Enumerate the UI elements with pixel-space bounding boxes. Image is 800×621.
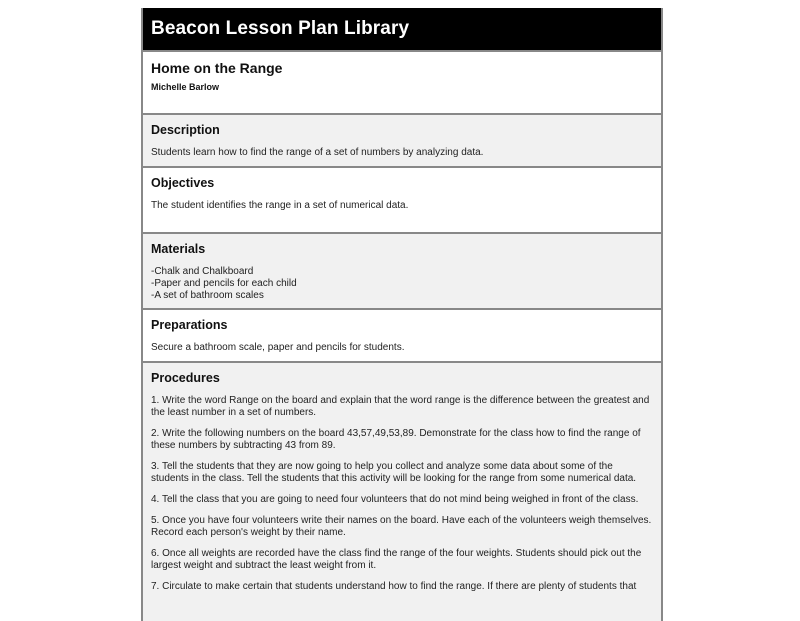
procedure-step: 2. Write the following numbers on the board 43,57,49,53,89. Demonstrate for the class how to find the range of these numbers by subtracting 43 from 89. (151, 428, 641, 451)
site-header (143, 8, 661, 50)
procedure-step: 7. Circulate to make certain that students understand how to find the range. If there are plenty of students that (151, 581, 637, 592)
procedure-step: 6. Once all weights are recorded have the class find the range of the four weights. Students should pick out the largest weight and subtract the least weight from it. (151, 548, 642, 571)
material-item: -Chalk and Chalkboard (151, 266, 254, 277)
preparations-heading: Preparations (151, 318, 228, 332)
material-item: -A set of bathroom scales (151, 290, 264, 301)
description-text: Students learn how to find the range of a set of numbers by analyzing data. (151, 147, 484, 158)
objectives-text: The student identifies the range in a set of numerical data. (151, 200, 409, 211)
procedure-step: 5. Once you have four volunteers write their names on the board. Have each of the volunteers weigh themselves. Record each person's weight by their name. (151, 515, 652, 538)
procedure-step: 3. Tell the students that they are now going to help you collect and analyze some data about some of the students in the class. Tell the students that this activity will be looking for the range from some numerical data. (151, 461, 637, 484)
procedures-heading: Procedures (151, 371, 220, 385)
lesson-title-section (143, 50, 661, 113)
procedure-step: 1. Write the word Range on the board and explain that the word range is the difference between the greatest and the least number in a set of numbers. (151, 395, 650, 418)
materials-section (143, 232, 661, 308)
lesson-author: Michelle Barlow (151, 82, 220, 92)
preparations-section (143, 308, 661, 361)
description-section (143, 113, 661, 166)
materials-heading: Materials (151, 242, 206, 256)
objectives-section (143, 166, 661, 232)
objectives-heading: Objectives (151, 176, 215, 190)
procedures-section (143, 361, 661, 621)
site-title: Beacon Lesson Plan Library (151, 18, 410, 39)
description-heading: Description (151, 123, 220, 137)
preparations-text: Secure a bathroom scale, paper and pencils for students. (151, 342, 405, 353)
lesson-title: Home on the Range (151, 60, 283, 76)
material-item: -Paper and pencils for each child (151, 278, 297, 289)
procedure-step: 4. Tell the class that you are going to need four volunteers that do not mind being weighed in front of the class. (151, 494, 639, 505)
lesson-plan-page (141, 8, 663, 621)
